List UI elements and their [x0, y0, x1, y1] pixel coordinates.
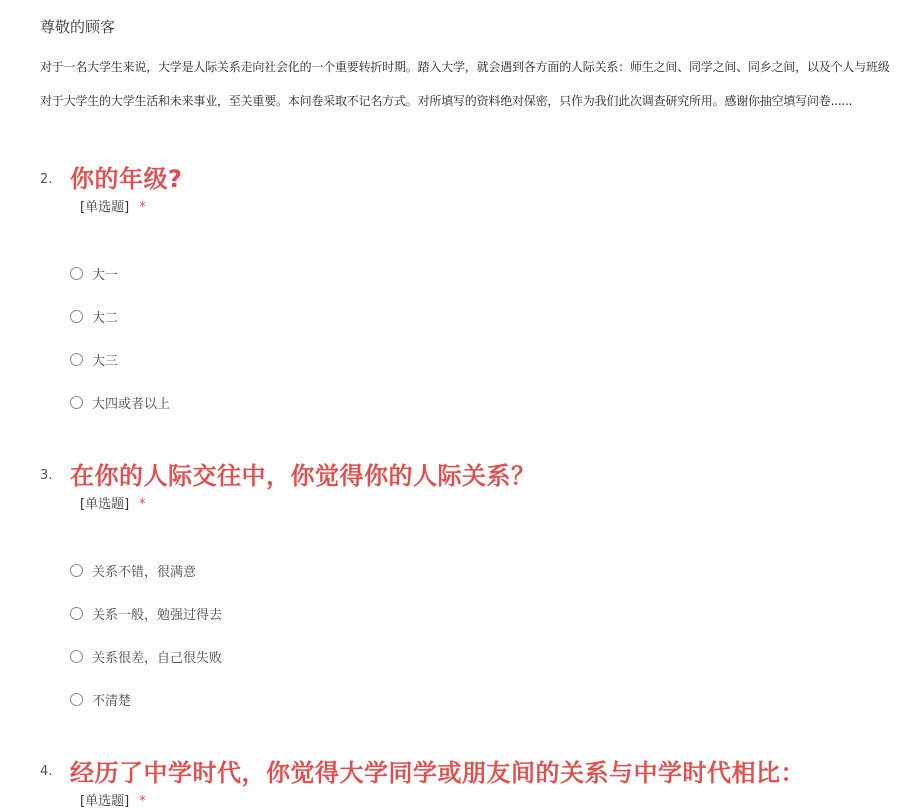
option-label: 关系一般，勉强过得去 [92, 607, 223, 623]
question-number: 4. [40, 764, 53, 779]
radio-icon[interactable] [70, 267, 83, 280]
option-relationship-unsure[interactable] [70, 689, 131, 709]
radio-icon[interactable] [70, 650, 83, 663]
intro-text-line-1: 对于一名大学生来说，大学是人际关系走向社会化的一个重要转折时期。踏入大学，就会遇到各方面的人际关系：师生之间、同学之间、同乡之间，以及个人与班级 [40, 60, 890, 74]
radio-icon[interactable] [70, 564, 83, 577]
option-label: 大二 [92, 310, 119, 326]
single-choice-tag: [单选题] [80, 497, 130, 512]
option-grade-1[interactable] [70, 263, 118, 283]
option-label: 关系很差，自己很失败 [92, 650, 223, 666]
option-relationship-poor[interactable] [70, 646, 222, 666]
required-asterisk: * [139, 794, 146, 809]
option-relationship-good[interactable] [70, 560, 196, 580]
greeting-heading: 尊敬的顾客 [40, 18, 116, 36]
option-label: 大四或者以上 [92, 396, 171, 412]
required-asterisk: * [139, 497, 146, 512]
option-grade-2[interactable] [70, 306, 118, 326]
question-type-label [80, 493, 146, 512]
single-choice-tag: [单选题] [80, 794, 130, 809]
radio-icon[interactable] [70, 693, 83, 706]
option-label: 大三 [92, 353, 119, 369]
question-number: 3. [40, 468, 53, 483]
required-asterisk: * [139, 200, 146, 215]
question-type-label [80, 196, 146, 215]
radio-icon[interactable] [70, 396, 83, 409]
single-choice-tag: [单选题] [80, 200, 130, 215]
question-title: 你的年级? [70, 165, 183, 193]
radio-icon[interactable] [70, 353, 83, 366]
option-label: 大一 [92, 267, 119, 283]
question-title: 在你的人际交往中，你觉得你的人际关系？ [70, 462, 536, 490]
question-number: 2. [40, 172, 53, 187]
question-type-label [80, 790, 146, 809]
option-label: 不清楚 [92, 693, 132, 709]
option-relationship-average[interactable] [70, 603, 222, 623]
radio-icon[interactable] [70, 607, 83, 620]
option-grade-4[interactable] [70, 392, 170, 412]
option-label: 关系不错，很满意 [92, 564, 197, 580]
intro-text-line-2: 对于大学生的大学生活和未来事业，至关重要。本问卷采取不记名方式。对所填写的资料绝对保密，只作为我们此次调查研究所用。感谢你抽空填写问卷...... [40, 94, 853, 108]
question-title: 经历了中学时代，你觉得大学同学或朋友间的关系与中学时代相比： [70, 759, 805, 787]
radio-icon[interactable] [70, 310, 83, 323]
option-grade-3[interactable] [70, 349, 118, 369]
